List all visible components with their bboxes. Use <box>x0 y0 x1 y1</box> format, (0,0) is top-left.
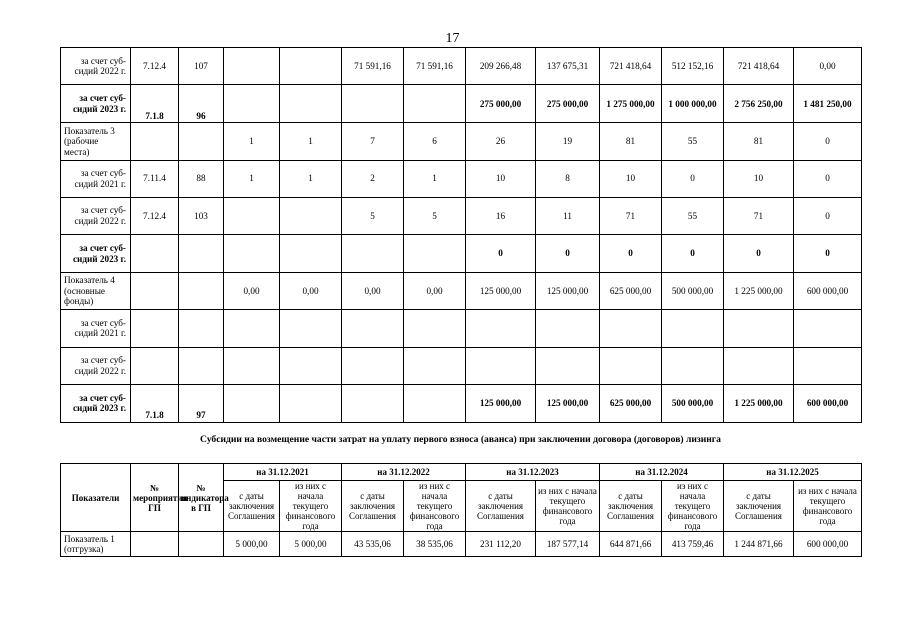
header-measure-no: № мероприятия ГП <box>131 464 179 532</box>
section-caption: Субсидии на возмещение части затрат на уплату первого взноса (аванса) при заключении договора (договоров) лизинга <box>200 434 721 445</box>
value-cell <box>794 347 862 384</box>
measure-number <box>131 532 179 557</box>
value-cell <box>224 197 280 234</box>
value-cell <box>280 384 342 422</box>
value-cell: 0 <box>724 234 794 272</box>
value-cell <box>466 310 536 347</box>
value-cell <box>224 234 280 272</box>
value-cell: 2 756 250,00 <box>724 85 794 123</box>
table-row <box>61 384 862 422</box>
header-sub: из них с начала текущего финансового года <box>280 481 342 532</box>
value-cell <box>342 347 404 384</box>
header-period: на 31.12.2024 <box>600 464 724 481</box>
value-cell: 209 266,48 <box>466 48 536 85</box>
measure-number <box>131 234 179 272</box>
row-label: за счет суб-сидий 2022 г. <box>61 48 131 85</box>
measure-number: 7.12.4 <box>131 197 179 234</box>
page-number: 17 <box>445 31 460 46</box>
value-cell: 0,00 <box>342 273 404 310</box>
measure-number: 7.1.8 <box>131 85 179 123</box>
value-cell: 81 <box>724 123 794 160</box>
indicator-number: 107 <box>179 48 224 85</box>
indicator-number <box>179 234 224 272</box>
value-cell: 43 535,06 <box>342 532 404 557</box>
measure-number: 7.11.4 <box>131 160 179 197</box>
header-sub: с даты заключения Соглашения <box>342 481 404 532</box>
header-period: на 31.12.2021 <box>224 464 342 481</box>
value-cell: 71 591,16 <box>342 48 404 85</box>
value-cell: 0 <box>794 160 862 197</box>
value-cell: 600 000,00 <box>794 532 862 557</box>
value-cell: 0 <box>794 197 862 234</box>
value-cell: 10 <box>466 160 536 197</box>
measure-number <box>131 273 179 310</box>
value-cell: 125 000,00 <box>466 273 536 310</box>
value-cell <box>224 48 280 85</box>
value-cell: 600 000,00 <box>794 273 862 310</box>
value-cell: 1 <box>280 123 342 160</box>
value-cell: 6 <box>404 123 466 160</box>
value-cell: 137 675,31 <box>536 48 600 85</box>
value-cell: 125 000,00 <box>536 273 600 310</box>
value-cell <box>536 347 600 384</box>
value-cell: 187 577,14 <box>536 532 600 557</box>
indicator-number <box>179 310 224 347</box>
value-cell: 5 000,00 <box>280 532 342 557</box>
table-row <box>61 160 862 197</box>
value-cell <box>342 234 404 272</box>
value-cell: 5 <box>404 197 466 234</box>
value-cell <box>404 384 466 422</box>
header-sub: с даты заключения Соглашения <box>466 481 536 532</box>
value-cell: 625 000,00 <box>600 273 662 310</box>
value-cell: 600 000,00 <box>794 384 862 422</box>
table-row <box>61 532 862 557</box>
value-cell: 0,00 <box>404 273 466 310</box>
indicator-number <box>179 347 224 384</box>
value-cell <box>536 310 600 347</box>
value-cell <box>280 310 342 347</box>
value-cell: 1 <box>224 123 280 160</box>
value-cell: 0 <box>466 234 536 272</box>
value-cell: 0 <box>662 160 724 197</box>
value-cell: 500 000,00 <box>662 384 724 422</box>
indicator-number: 103 <box>179 197 224 234</box>
value-cell: 0 <box>794 123 862 160</box>
value-cell <box>600 310 662 347</box>
measure-number: 7.1.8 <box>131 384 179 422</box>
header-sub: с даты заключения Соглашения <box>224 481 280 532</box>
value-cell: 55 <box>662 123 724 160</box>
measure-number: 7.12.4 <box>131 48 179 85</box>
header-period: на 31.12.2025 <box>724 464 862 481</box>
value-cell: 16 <box>466 197 536 234</box>
value-cell <box>224 347 280 384</box>
value-cell: 2 <box>342 160 404 197</box>
value-cell: 413 759,46 <box>662 532 724 557</box>
value-cell: 26 <box>466 123 536 160</box>
value-cell <box>224 310 280 347</box>
value-cell: 0 <box>536 234 600 272</box>
value-cell <box>404 347 466 384</box>
indicator-number: 96 <box>179 85 224 123</box>
value-cell <box>404 234 466 272</box>
table-row <box>61 273 862 310</box>
value-cell: 1 <box>224 160 280 197</box>
row-label: за счет суб-сидий 2021 г. <box>61 160 131 197</box>
value-cell: 644 871,66 <box>600 532 662 557</box>
value-cell <box>224 384 280 422</box>
value-cell: 1 481 250,00 <box>794 85 862 123</box>
indicator-number <box>179 532 224 557</box>
value-cell: 0 <box>794 234 862 272</box>
value-cell: 125 000,00 <box>466 384 536 422</box>
value-cell: 1 225 000,00 <box>724 384 794 422</box>
header-sub: с даты заключения Соглашения <box>600 481 662 532</box>
header-sub: из них с начала текущего финансового года <box>794 481 862 532</box>
value-cell: 38 535,06 <box>404 532 466 557</box>
value-cell: 0,00 <box>794 48 862 85</box>
value-cell <box>280 48 342 85</box>
value-cell <box>342 85 404 123</box>
header-period: на 31.12.2023 <box>466 464 600 481</box>
value-cell: 0,00 <box>224 273 280 310</box>
value-cell <box>342 384 404 422</box>
value-cell: 231 112,20 <box>466 532 536 557</box>
value-cell <box>280 85 342 123</box>
indicator-number: 97 <box>179 384 224 422</box>
table-row <box>61 197 862 234</box>
header-period: на 31.12.2022 <box>342 464 466 481</box>
value-cell: 8 <box>536 160 600 197</box>
indicator-number <box>179 123 224 160</box>
table-row <box>61 123 862 160</box>
value-cell: 81 <box>600 123 662 160</box>
value-cell <box>404 85 466 123</box>
value-cell: 5 000,00 <box>224 532 280 557</box>
table-row <box>61 347 862 384</box>
value-cell <box>224 85 280 123</box>
header-sub: из них с начала текущего финансового года <box>404 481 466 532</box>
row-label: за счет суб-сидий 2021 г. <box>61 310 131 347</box>
value-cell: 1 244 871,66 <box>724 532 794 557</box>
indicator-number <box>179 273 224 310</box>
value-cell: 721 418,64 <box>724 48 794 85</box>
value-cell: 1 000 000,00 <box>662 85 724 123</box>
value-cell: 71 591,16 <box>404 48 466 85</box>
value-cell: 71 <box>724 197 794 234</box>
measure-number <box>131 310 179 347</box>
value-cell: 19 <box>536 123 600 160</box>
top-data-table <box>60 47 862 423</box>
table-row <box>61 310 862 347</box>
value-cell: 11 <box>536 197 600 234</box>
value-cell: 10 <box>600 160 662 197</box>
row-label: Показатель 4 (основные фонды) <box>61 273 131 310</box>
value-cell <box>404 310 466 347</box>
measure-number <box>131 347 179 384</box>
row-label: за счет суб-сидий 2022 г. <box>61 197 131 234</box>
table-row <box>61 85 862 123</box>
measure-number <box>131 123 179 160</box>
value-cell <box>794 310 862 347</box>
row-label: за счет суб-сидий 2022 г. <box>61 347 131 384</box>
row-label: за счет суб-сидий 2023 г. <box>61 85 131 123</box>
value-cell: 0,00 <box>280 273 342 310</box>
value-cell: 55 <box>662 197 724 234</box>
value-cell <box>724 347 794 384</box>
row-label: Показатель 3 (рабочие места) <box>61 123 131 160</box>
header-indicator-no: № индикатора в ГП <box>179 464 224 532</box>
value-cell: 1 225 000,00 <box>724 273 794 310</box>
header-sub: из них с начала текущего финансового года <box>536 481 600 532</box>
value-cell: 512 152,16 <box>662 48 724 85</box>
row-label: за счет суб-сидий 2023 г. <box>61 234 131 272</box>
table-row <box>61 48 862 85</box>
header-indicator: Показатели <box>61 464 131 532</box>
header-sub: из них с начала текущего финансового года <box>662 481 724 532</box>
value-cell: 275 000,00 <box>466 85 536 123</box>
value-cell: 5 <box>342 197 404 234</box>
value-cell <box>342 310 404 347</box>
value-cell <box>466 347 536 384</box>
table-row <box>61 234 862 272</box>
value-cell: 125 000,00 <box>536 384 600 422</box>
value-cell: 10 <box>724 160 794 197</box>
value-cell: 1 <box>404 160 466 197</box>
value-cell: 71 <box>600 197 662 234</box>
value-cell: 0 <box>600 234 662 272</box>
value-cell: 721 418,64 <box>600 48 662 85</box>
header-sub: с даты заключения Соглашения <box>724 481 794 532</box>
value-cell <box>662 347 724 384</box>
value-cell: 1 <box>280 160 342 197</box>
value-cell <box>280 347 342 384</box>
value-cell: 500 000,00 <box>662 273 724 310</box>
value-cell: 0 <box>662 234 724 272</box>
leasing-subsidy-table <box>60 463 862 557</box>
row-label: Показатель 1 (отгрузка) <box>61 532 131 557</box>
value-cell <box>280 197 342 234</box>
value-cell <box>724 310 794 347</box>
value-cell: 1 275 000,00 <box>600 85 662 123</box>
indicator-number: 88 <box>179 160 224 197</box>
value-cell <box>662 310 724 347</box>
value-cell: 7 <box>342 123 404 160</box>
value-cell <box>280 234 342 272</box>
value-cell: 625 000,00 <box>600 384 662 422</box>
value-cell: 275 000,00 <box>536 85 600 123</box>
row-label: за счет суб-сидий 2023 г. <box>61 384 131 422</box>
value-cell <box>600 347 662 384</box>
